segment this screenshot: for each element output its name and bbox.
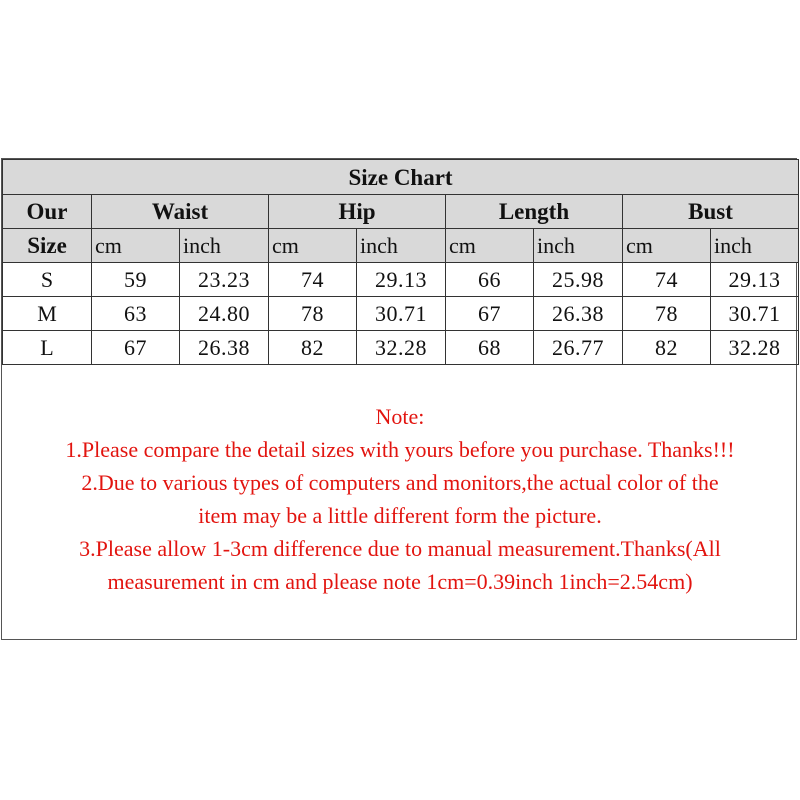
size-header-bottom: Size [3, 229, 92, 263]
table-row [3, 331, 799, 365]
note-line: 2.Due to various types of computers and monitors,the actual color of the [81, 470, 719, 495]
note-line: 1.Please compare the detail sizes with yours before you purchase. Thanks!!! [65, 437, 735, 462]
value-cell: 29.13 [357, 263, 446, 297]
value-cell: 26.77 [534, 331, 623, 365]
value-cell: 59 [92, 263, 180, 297]
size-label: L [3, 331, 92, 365]
value-cell: 26.38 [180, 331, 269, 365]
unit-label: inch [180, 229, 269, 263]
size-header-top: Our [3, 195, 92, 229]
unit-header-row [3, 229, 799, 263]
table-row [3, 297, 799, 331]
title-row [3, 160, 799, 195]
chart-title: Size Chart [3, 160, 799, 195]
unit-label: inch [711, 229, 799, 263]
size-label: M [3, 297, 92, 331]
value-cell: 24.80 [180, 297, 269, 331]
value-cell: 66 [446, 263, 534, 297]
value-cell: 82 [623, 331, 711, 365]
value-cell: 32.28 [357, 331, 446, 365]
note-line: measurement in cm and please note 1cm=0.39inch 1inch=2.54cm) [107, 569, 693, 594]
value-cell: 74 [623, 263, 711, 297]
value-cell: 74 [269, 263, 357, 297]
value-cell: 30.71 [711, 297, 799, 331]
notes-block [2, 400, 798, 598]
size-label: S [3, 263, 92, 297]
value-cell: 68 [446, 331, 534, 365]
note-heading: Note: [375, 404, 425, 429]
value-cell: 32.28 [711, 331, 799, 365]
unit-label: cm [623, 229, 711, 263]
unit-label: cm [446, 229, 534, 263]
unit-label: cm [269, 229, 357, 263]
group-header-row [3, 195, 799, 229]
group-header-hip: Hip [269, 195, 446, 229]
table-row [3, 263, 799, 297]
size-chart-table [2, 159, 799, 365]
value-cell: 25.98 [534, 263, 623, 297]
group-header-length: Length [446, 195, 623, 229]
value-cell: 29.13 [711, 263, 799, 297]
value-cell: 78 [269, 297, 357, 331]
value-cell: 30.71 [357, 297, 446, 331]
value-cell: 23.23 [180, 263, 269, 297]
value-cell: 63 [92, 297, 180, 331]
value-cell: 78 [623, 297, 711, 331]
value-cell: 67 [92, 331, 180, 365]
group-header-bust: Bust [623, 195, 799, 229]
unit-label: inch [534, 229, 623, 263]
unit-label: cm [92, 229, 180, 263]
note-line: item may be a little different form the picture. [198, 503, 602, 528]
group-header-waist: Waist [92, 195, 269, 229]
value-cell: 26.38 [534, 297, 623, 331]
note-line: 3.Please allow 1-3cm difference due to manual measurement.Thanks(All [79, 536, 721, 561]
value-cell: 82 [269, 331, 357, 365]
value-cell: 67 [446, 297, 534, 331]
unit-label: inch [357, 229, 446, 263]
